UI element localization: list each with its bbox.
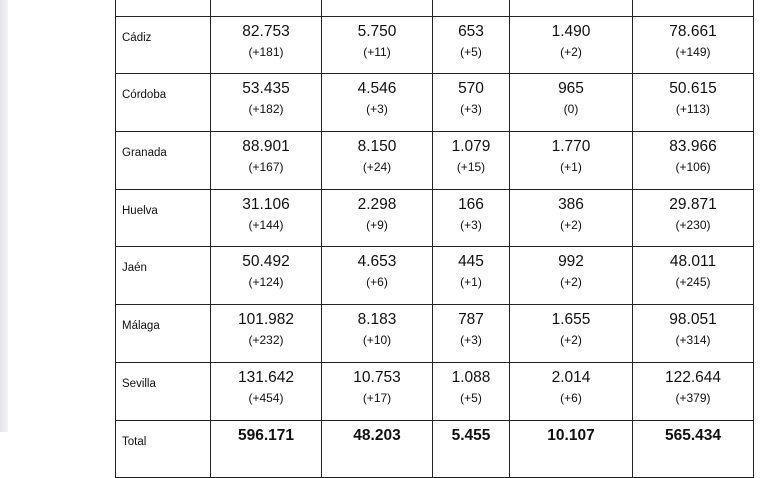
table-cell (433, 305, 510, 363)
table-cell (211, 362, 322, 420)
cell-value: 1.655 (551, 311, 591, 329)
cell-delta: (+3) (460, 217, 482, 232)
table-cell (322, 305, 433, 363)
cell-delta: (+2) (560, 217, 582, 232)
table-cell (433, 247, 510, 305)
cell-delta: (+113) (675, 102, 711, 117)
cell-value: 48.011 (669, 253, 717, 271)
cell-value: 1.490 (551, 22, 591, 40)
cell-delta: (+6) (366, 275, 388, 290)
cell-value: 10.753 (353, 368, 401, 386)
cell-delta: (+379) (675, 390, 711, 405)
cell-delta: (+3) (460, 102, 482, 117)
table-row (116, 362, 754, 420)
cell-value: 1.079 (451, 138, 491, 156)
table-cell (433, 0, 510, 16)
total-cell (633, 420, 754, 478)
total-value: 565.434 (664, 426, 722, 444)
cell-value: 78.661 (669, 22, 717, 40)
table-row (116, 189, 754, 247)
table-cell (433, 189, 510, 247)
province-data-table (115, 0, 754, 478)
table-cell (433, 16, 510, 74)
table-cell (322, 189, 433, 247)
cell-value: 2.014 (551, 368, 591, 386)
cell-delta: (+149) (675, 44, 711, 59)
table-cell (322, 74, 433, 132)
table-total-row (116, 420, 754, 478)
table-cell (510, 0, 633, 16)
row-label: Cádiz (116, 16, 211, 74)
row-label: Málaga (116, 305, 211, 363)
total-value: 5.455 (451, 426, 491, 444)
total-row-label: Total (116, 420, 211, 478)
row-label: Córdoba (116, 74, 211, 132)
cell-delta: (+232) (248, 333, 284, 348)
cell-delta: (+182) (248, 102, 284, 117)
row-label: Huelva (116, 189, 211, 247)
cell-delta: (0) (563, 102, 579, 117)
table-row (116, 247, 754, 305)
cell-delta: (+230) (675, 217, 711, 232)
row-label: Sevilla (116, 362, 211, 420)
cell-value: 653 (458, 22, 484, 40)
table-cell (211, 132, 322, 190)
cell-delta: (+245) (675, 275, 711, 290)
cell-delta: (+3) (366, 102, 388, 117)
table-cell (322, 247, 433, 305)
table-row (116, 16, 754, 74)
table-cell (510, 247, 633, 305)
cell-value: 5.750 (357, 22, 397, 40)
cell-delta: (+1) (560, 160, 582, 175)
table-cell (510, 16, 633, 74)
cell-value: 2.298 (357, 195, 397, 213)
table-cell (510, 74, 633, 132)
cell-value: 50.615 (669, 80, 717, 98)
cell-delta: (+314) (675, 333, 711, 348)
cell-value: 88.901 (242, 138, 290, 156)
table-row (116, 74, 754, 132)
cell-value: 131.642 (237, 368, 295, 386)
cell-value: 386 (558, 195, 584, 213)
cell-delta: (+6) (560, 390, 582, 405)
total-cell (211, 420, 322, 478)
row-label (116, 0, 211, 16)
table-cell (633, 0, 754, 16)
total-value: 596.171 (237, 426, 295, 444)
cell-value: 83.966 (669, 138, 717, 156)
cell-value: 8.150 (357, 138, 397, 156)
cell-value: 992 (558, 253, 584, 271)
table-cell (633, 74, 754, 132)
table-cell (510, 362, 633, 420)
table-cell (211, 0, 322, 16)
cell-delta: (+3) (460, 333, 482, 348)
cell-value: 98.051 (669, 311, 717, 329)
table-cell (510, 305, 633, 363)
table-cell (433, 132, 510, 190)
cell-delta: (+167) (248, 160, 284, 175)
table-cell (211, 74, 322, 132)
cell-delta: (+144) (248, 217, 284, 232)
cell-value: 166 (458, 195, 484, 213)
cell-delta: (+2) (560, 333, 582, 348)
cell-value: 31.106 (242, 195, 290, 213)
table-cell (211, 189, 322, 247)
table-cell (433, 74, 510, 132)
cell-delta: (+5) (460, 44, 482, 59)
cell-delta: (+181) (248, 44, 284, 59)
cell-delta: (+9) (366, 217, 388, 232)
cell-value: 8.183 (357, 311, 397, 329)
cell-value: 82.753 (242, 22, 290, 40)
cell-delta: (+2) (560, 44, 582, 59)
cell-value: 4.653 (357, 253, 397, 271)
cell-value: 1.088 (451, 368, 491, 386)
table-cell (633, 16, 754, 74)
cell-delta: (+15) (456, 160, 486, 175)
cell-delta: (+2) (560, 275, 582, 290)
table-cell (322, 16, 433, 74)
cell-delta: (+1) (460, 275, 482, 290)
cell-value: 445 (458, 253, 484, 271)
cell-delta: (+11) (363, 44, 391, 59)
table-row (116, 305, 754, 363)
table-cell (211, 305, 322, 363)
row-label: Jaén (116, 247, 211, 305)
cell-delta: (+24) (362, 160, 392, 175)
table-cell (433, 362, 510, 420)
total-value: 10.107 (547, 426, 595, 444)
cell-value: 50.492 (242, 253, 290, 271)
table-cell (211, 247, 322, 305)
row-label: Granada (116, 132, 211, 190)
cell-value: 101.982 (237, 311, 295, 329)
table-cell (322, 0, 433, 16)
table-cell (633, 132, 754, 190)
window-left-edge (0, 0, 8, 432)
table-cell (633, 189, 754, 247)
total-cell (510, 420, 633, 478)
cell-delta: (+124) (248, 275, 284, 290)
table-cell (633, 305, 754, 363)
table-cell (633, 247, 754, 305)
table-row-top-clipped (116, 0, 754, 16)
cell-value: 4.546 (357, 80, 397, 98)
cell-delta: (+5) (460, 390, 482, 405)
cell-value: 570 (458, 80, 484, 98)
total-cell (322, 420, 433, 478)
table-cell (211, 16, 322, 74)
cell-value: 965 (558, 80, 584, 98)
total-cell (433, 420, 510, 478)
cell-delta: (+454) (248, 390, 284, 405)
table-row (116, 132, 754, 190)
table-cell (510, 189, 633, 247)
cell-delta: (+10) (362, 333, 392, 348)
cell-value: 1.770 (551, 138, 591, 156)
cell-value: 122.644 (664, 368, 722, 386)
total-value: 48.203 (353, 426, 401, 444)
table-cell (510, 132, 633, 190)
table-cell (322, 132, 433, 190)
table-cell (322, 362, 433, 420)
cell-value: 53.435 (242, 80, 290, 98)
cell-value: 787 (458, 311, 484, 329)
cell-delta: (+17) (362, 390, 392, 405)
cell-value: 29.871 (669, 195, 717, 213)
cell-delta: (+106) (675, 160, 711, 175)
table-cell (633, 362, 754, 420)
